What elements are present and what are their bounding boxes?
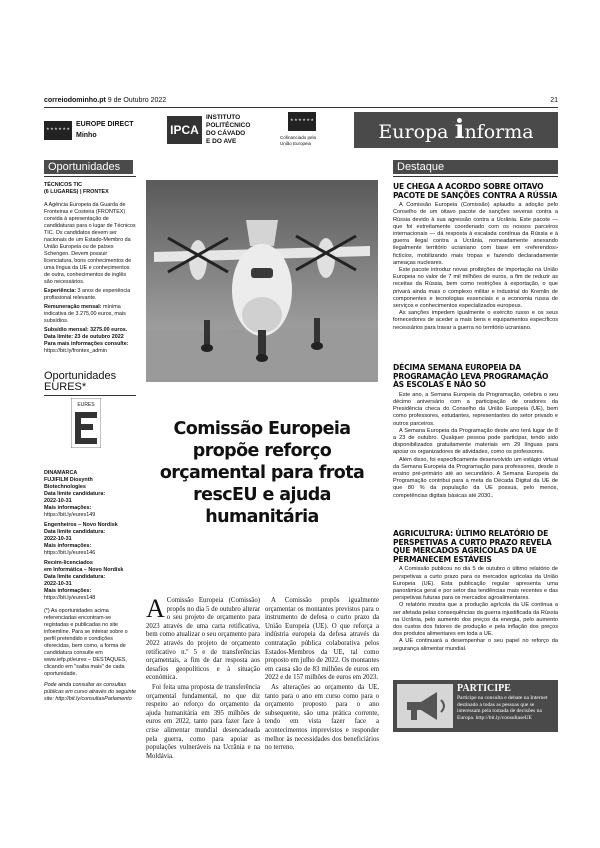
eures-deadline: 2022-10-31 bbox=[44, 498, 72, 504]
eures-header bbox=[44, 371, 136, 393]
eures-link[interactable]: https://bit.ly/eures146 bbox=[44, 550, 96, 556]
subsidy-label: Subsídio mensal: bbox=[44, 327, 89, 333]
destaque-paragraph: Este pacote introduz novas proibições de importação na União Europeia no valor de 7 mil milhões de euros, a fim de reduzir as receitas da Rússia, bem como restrições à exportação, o que privará ainda mais o complexo militar e industrial do Kremlin de componentes e tecnologias essenciais e a economia russa de serviços e conhecimentos especializados europeus. bbox=[393, 267, 558, 310]
eures-job-title: Engenheiros – Novo Nordisk bbox=[44, 522, 118, 528]
destaque-title: UE CHEGA A ACORDO SOBRE OITAVO PACOTE DE SANÇÕES CONTRA A RÚSSIA bbox=[393, 182, 558, 200]
consultation-note: Pode ainda consultar as consultas públicas em curso através do seguinte site: http://bit.ly/consultasParlamento bbox=[44, 682, 136, 702]
eures-job-title: DINAMARCA bbox=[44, 470, 78, 476]
job-title: TÉCNICOS TIC bbox=[44, 182, 83, 188]
eures-job bbox=[44, 470, 136, 519]
frontex-listing bbox=[44, 182, 136, 355]
page-number: 21 bbox=[550, 97, 558, 104]
eures-job-title: Biotechnologies bbox=[44, 484, 86, 490]
firefighting-plane-image bbox=[146, 180, 378, 382]
eures-info-label: Mais informações: bbox=[44, 588, 92, 594]
destaque-title: AGRICULTURA: ÚLTIMO RELATÓRIO DE PERSPETIVAS A CURTO PRAZO REVELA QUE MERCADOS AGRÍCOLAS DA UE PERMANECEM ESTÁVEIS bbox=[393, 529, 552, 564]
eures-deadline-label: Data limite candidatura: bbox=[44, 529, 106, 535]
issue-date: 9 de Outubro 2022 bbox=[107, 97, 167, 104]
eures-logo-text: EURES bbox=[77, 402, 95, 408]
eures-deadline: 2022-10-31 bbox=[44, 581, 72, 587]
destaque-rule bbox=[393, 176, 558, 177]
eures-listings bbox=[44, 470, 136, 703]
article-column-2 bbox=[265, 597, 379, 754]
ipca-name-line: DO CÁVADO bbox=[206, 130, 246, 137]
job-subtitle: (6 LUGARES) | FRONTEX bbox=[44, 189, 109, 195]
destaque-item bbox=[393, 364, 558, 500]
oportunidades-rule bbox=[44, 176, 136, 177]
article-column-1 bbox=[146, 594, 260, 762]
oportunidades-header: Oportunidades bbox=[44, 160, 133, 174]
deadline-label: Data limite: bbox=[44, 334, 74, 340]
title-i: i bbox=[454, 115, 465, 145]
eures-deadline-label: Data limite candidatura: bbox=[44, 574, 106, 580]
info-link[interactable]: https://bit.ly/frontex_admin bbox=[44, 348, 107, 354]
eures-job bbox=[44, 522, 136, 557]
article-headline: Comissão Europeia propõe reforço orçamental para frota rescEU e ajuda humanitária bbox=[159, 419, 365, 527]
ipca-name-line: E DO AVE bbox=[206, 138, 237, 145]
ipca-logo-mark: IPCA bbox=[167, 116, 202, 144]
top-rule bbox=[44, 107, 558, 108]
destaque-item bbox=[393, 530, 558, 653]
eures-job bbox=[44, 560, 136, 602]
eures-deadline: 2022-10-31 bbox=[44, 536, 72, 542]
megaphone-icon bbox=[397, 684, 453, 728]
article-paragraph: As alterações ao orçamento da UE, tanto para o ano em curso como para o orçamento proposto para o ano subsequente, são uma prática corrente, tendo em vista fazer face a acontecimentos imprevistos e responder melhor às necessidades dos beneficiários no terreno. bbox=[265, 683, 379, 752]
destaque-paragraph: A Comissão Europeia (Comissão) aplaudiu a adoção pelo Conselho de um oitavo pacote de sanções severas contra a Rússia devido à sua agressão contra a Ucrânia. Este pacote — que foi estreitamente coordenado com os nossos parceiros internacionais — dá resposta à escalada contínua da Rússia e à guerra ilegal contra a Ucrânia, nomeadamente anexando ilegalmente território ucraniano com base em «referendos» fictícios, mobilizando mais tropas e fazendo declaradamente ameaças nucleares. bbox=[393, 202, 558, 266]
cofinanced-line: Cofinanciado pela bbox=[280, 135, 317, 140]
eu-flag-icon bbox=[44, 121, 72, 140]
remuneration-label: Remuneração mensal: bbox=[44, 304, 102, 310]
eu-flag-icon bbox=[288, 112, 316, 131]
destaque-paragraph: A Semana Europeia da Programação deste ano terá lugar de 8 a 23 de outubro. Qualquer pessoa pode participar, tendo sido disponibilizados gratuitamente materiais em 29 línguas para apoiar os organizadores de atividades, como os professores. bbox=[393, 427, 558, 456]
eures-logo-graphic bbox=[71, 398, 101, 448]
eures-link[interactable]: https://bit.ly/eures148 bbox=[44, 595, 96, 601]
europe-direct-logo bbox=[44, 110, 167, 150]
aircraft-photo bbox=[146, 180, 378, 382]
eures-deadline-label: Data limite candidatura: bbox=[44, 491, 106, 497]
europa-informa-title bbox=[354, 112, 558, 148]
title-part: nforma bbox=[464, 121, 534, 143]
destaque-paragraph: Além disso, foi especificamente desenvolvido um estágio virtual da Semana Europeia da Programação para professores, desde o ensino pré-primário até ao secundário. A Semana Europeia da Programação contribui para a meta da Década Digital da UE de que 80 % da população da UE possua, pelo menos, competências digitais básicas até 2030.. bbox=[393, 456, 558, 499]
deadline-value: 23 de outubro 2022 bbox=[73, 334, 124, 340]
europe-direct-region: Minho bbox=[76, 132, 97, 139]
info-label: Para mais informações consulte: bbox=[44, 341, 129, 347]
ipca-logo bbox=[167, 110, 277, 150]
destaque-header: Destaque bbox=[393, 160, 558, 174]
drop-cap: A bbox=[146, 594, 165, 623]
title-part: Europa bbox=[378, 121, 455, 143]
section-banner bbox=[44, 110, 558, 150]
ipca-name-line: INSTITUTO bbox=[206, 114, 241, 121]
eures-note: (*) As oportunidades acima referenciadas encontram-se registadas e publicadas no site infoemline. Para se inteirar sobre o perfil pretendido e condições oferecidas, bem como, a forma de candidatura consulte em www.iefp.pt/eures – DESTAQUES, clicando em "saiba mais" de cada oportunidade. bbox=[44, 608, 128, 677]
eures-info-label: Mais informações: bbox=[44, 505, 92, 511]
masthead bbox=[44, 97, 558, 107]
participe-box bbox=[393, 680, 558, 732]
eures-header-line: EURES* bbox=[44, 381, 87, 393]
eures-job-title: FUJIFILM Diosynth bbox=[44, 477, 93, 483]
eures-link[interactable]: https://bit.ly/eures149 bbox=[44, 512, 96, 518]
eures-header-line: Oportunidades bbox=[44, 370, 117, 382]
experience-label: Experiência: bbox=[44, 288, 77, 294]
europe-direct-label: EUROPE DIRECT bbox=[76, 121, 134, 128]
cofinanced-line: União Europeia bbox=[280, 141, 312, 146]
destaque-paragraph: Este ano, a Semana Europeia da Programação, celebra o seu décimo aniversário com a participação de oradores da Presidência checa do Conselho da União Europeia (UE), bem como professores, estudantes, representantes do setor privado e outros parceiros. bbox=[393, 391, 558, 427]
eures-logo bbox=[71, 398, 101, 448]
subsidy-value: 3275.00 euros. bbox=[88, 327, 128, 333]
eures-info-label: Mais informações: bbox=[44, 543, 92, 549]
ipca-name-line: POLITÉCNICO bbox=[206, 122, 251, 129]
participe-text: Participe na consulta e debate na Internet destinado a todas as pessoas que se interessam pela tomada de decisões na Europa. http://bit.ly/consultaseUE bbox=[457, 695, 548, 721]
destaque-item bbox=[393, 183, 558, 332]
article-paragraph: Foi feita uma proposta de transferência orçamental fundamental, no que diz respeito ao reforço do orçamento da ajuda humanitária em 395 milhões de euros em 2022, tanto para fazer face à crise alimentar mundial desencadeada pela guerra, como para apoiar as populações vulneráveis na Ucrânia e na Moldávia. bbox=[146, 683, 260, 760]
article-paragraph: Comissão Europeia (Comissão) propôs no dia 5 de outubro alterar o seu projeto de orçamento para 2023 através de uma carta retificativa, bem como atualizar o seu orçamento para 2022 através do projeto de orçamento retificativo n.º 5 e de transferências orçamentais, a fim de dar resposta aos desafios geopolíticos e à situação económica. bbox=[146, 597, 260, 682]
job-description: A Agência Europeia da Guarda de Fronteiras e Costeira (FRONTEX) convida à apresentação de candidaturas para o lugar de Técnicos TIC. Os candidatos devem ser nacionais de um Estado-Membro da União Europeia ou de países Schengen. Devem possuir licenciatura, bons conhecimentos de uma língua da UE e conhecimentos de outra, conhecimentos de inglês são necessários. bbox=[44, 202, 136, 285]
destaque-paragraph: A UE continuará a desempenhar o seu papel no reforço da segurança alimentar mundial. bbox=[393, 638, 558, 652]
destaque-paragraph: As sanções impedem igualmente o exército russo e os seus fornecedores de aceder a mais bens e equipamentos específicos necessários para travar a guerra no território ucraniano. bbox=[393, 310, 558, 331]
cofinanced-logo bbox=[280, 110, 352, 150]
participe-title: PARTICIPE bbox=[457, 683, 511, 694]
remuneration-value: mínima indicativa de 3.275,00 euros, mais subsídios. bbox=[44, 304, 126, 324]
site-name: correiodominho.pt bbox=[44, 97, 106, 104]
destaque-paragraph: O relatório mostra que a produção agrícola da UE continua a ser afetada pelas consequências da guerra injustificada da Rússia na Ucrânia, pelo aumento dos preços da energia, pelo aumento dos custos dos fatores de produção e pela inflação dos preços dos produtos alimentares em toda a UE. bbox=[393, 602, 558, 638]
eures-job-title: Recém-licenciados bbox=[44, 560, 93, 566]
experience-value: 3 anos de experiência profissional relevante. bbox=[44, 288, 131, 301]
destaque-title: DÉCIMA SEMANA EUROPEIA DA PROGRAMAÇÃO LEVA PROGRAMAÇÃO ÀS ESCOLAS E NÃO SÓ bbox=[393, 363, 549, 390]
destaque-paragraph: A Comissão publicou no dia 5 de outubro o último relatório de perspetivas a curto prazo para os mercados agrícolas da União Europeia (UE). Esta publicação regular apresenta uma panorâmica geral e por setor das tendências mais recentes e das perspetivas futuras para os mercados agroalimentares. bbox=[393, 566, 558, 602]
article-paragraph: A Comissão propôs igualmente orçamentar os montantes previstos para o instrumento de defesa o curto prazo da União Europeia (UE). O que reforça a indústria europeia da defesa através da contratação pública colaborativa pelos Estados-Membros da UE, tal como proposto em julho de 2022. Os montantes em causa são de 83 milhões de euros em 2022 e de 157 milhões de euros em 2023. bbox=[265, 597, 379, 682]
eures-rule bbox=[44, 395, 136, 396]
eures-job-title: em Informática – Novo Nordisk bbox=[44, 567, 124, 573]
